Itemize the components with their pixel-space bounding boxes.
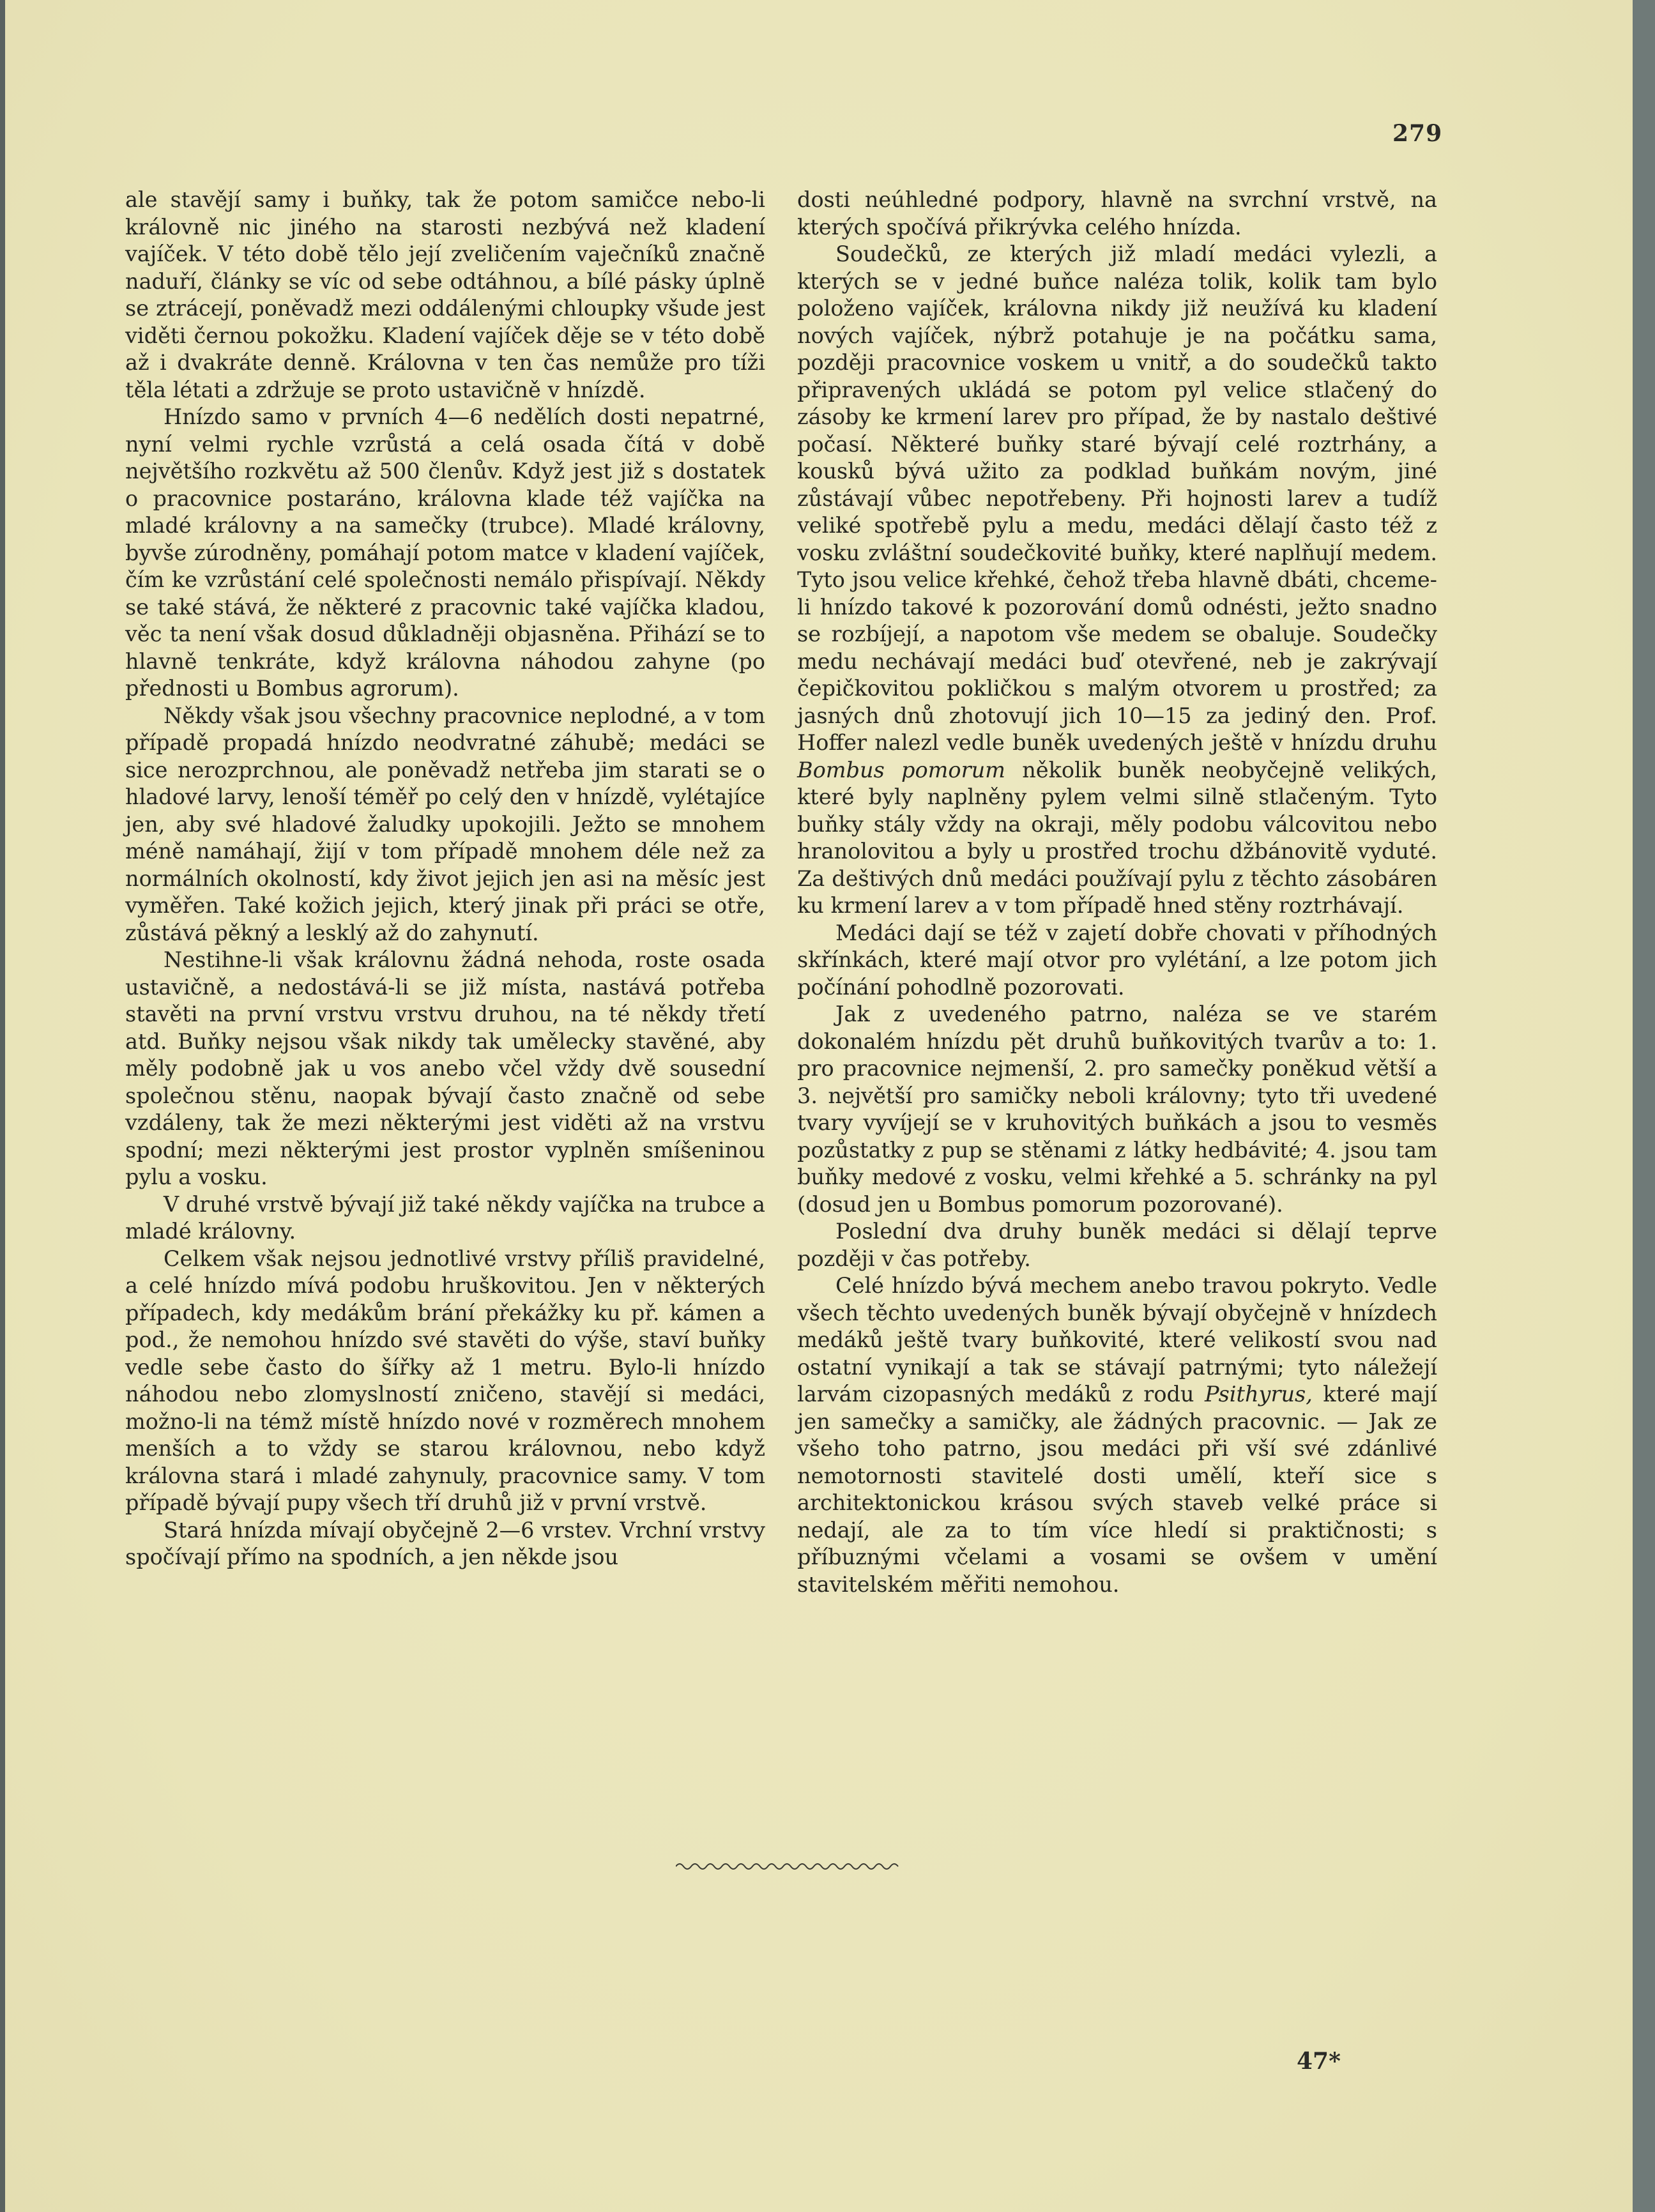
paragraph: Někdy však jsou všechny pracovnice neplodné, a v tom případě propadá hnízdo neodvratné záhubě; medáci se sice nerozprchnou, ale poněvadž netřeba jim starati se o hladové larvy, lenoší téměř po celý den v hnízdě, vylétajíce jen, aby své hladové žaludky upokojili. Ježto se mnohem méně namáhají, žijí v tom případě mnohem déle než za normálních okolností, kdy život jejich jen asi na měsíc jest vyměřen. Také kožich jejich, který jinak při práci se otře, zůstává pěkný a lesklý až do zahynutí. bbox=[125, 703, 765, 945]
paragraph: ale stavějí samy i buňky, tak že potom samičce nebo-li královně nic jiného na starosti nezbývá než kladení vajíček. V této době tělo její zveličením vaječníků značně naduří, články se víc od sebe odtáhnou, a bílé pásky úplně se ztrácejí, poněvadž mezi oddálenými chloupky všude jest viděti černou pokožku. Kladení vajíček děje se v této době až i dvakráte denně. Královna v ten čas nemůže pro tíži těla létati a zdržuje se proto ustavičně v hnízdě. bbox=[125, 187, 765, 402]
paragraph-text: které mají jen samečky a samičky, ale žádných pracovnic. — Jak ze všeho toho patrno, jsou medáci při vší své zdánlivé nemotornosti stavitelé dosti umělí, kteří sice s architektonickou krásou svých staveb velké práce si nedají, ale za to tím více hledí si praktičnosti; s příbuznými včelami a vosami se ovšem v umění stavitelském měřiti nemohou. bbox=[797, 1382, 1437, 1597]
paragraph-text: Soudečků, ze kterých již mladí medáci vylezli, a kterých se v jedné buňce naléza tolik, kolik tam bylo položeno vajíček, královna nikdy již neužívá ku kladení nových vajíček, nýbrž potahuje je na počátku sama, později pracovnice voskem u vnitř, a do soudečků takto připravených ukládá se potom pyl velice stlačený do zásoby ke krmení larev pro případ, že by nastalo deštivé počasí. Některé buňky staré bývají celé roztrhány, a kousků bývá užito za podklad buňkám novým, jiné zůstávají vůbec nepotřebeny. Při hojnosti larev a tudíž veliké spotřebě pylu a medu, medáci dělají často též z vosku zvláštní soudečkovité buňky, které naplňují medem. Tyto jsou velice křehké, čehož třeba hlavně dbáti, chceme-li hnízdo takové k pozorování domů odnésti, ježto snadno se rozbíjejí, a napotom vše medem se obaluje. Soudečky medu nechávají medáci buď otevřené, neb je zakrývají čepičkovitou pokličkou s malým otvorem u prostřed; za jasných dnů zhotovují jich 10—15 za jediný den. Prof. Hoffer nalezl vedle buněk uvedených ještě v hnízdu druhu bbox=[797, 241, 1437, 755]
right-column bbox=[797, 187, 1437, 1796]
paragraph: Jak z uvedeného patrno, naléza se ve starém dokonalém hnízdu pět druhů buňkovitých tvarův a to: 1. pro pracovnice nejmenší, 2. pro samečky poněkud větší a 3. největší pro samičky neboli královny; tyto tři uvedené tvary vyvíjejí se v kruhovitých buňkách a jsou to vesměs pozůstatky z pup se stěnami z látky hedbávité; 4. jsou tam buňky medové z vosku, velmi křehké a 5. schránky na pyl (dosud jen u Bombus pomorum pozorované). bbox=[797, 1002, 1437, 1217]
paragraph-text: několik buněk neobyčejně velikých, které byly naplněny pylem velmi silně stlačeným. Tyto buňky stály vždy na okraji, měly podobu válcovitou nebo hranolovitou a byly u prostřed trochu džbánovitě vyduté. Za deštivých dnů medáci používají pylu z těchto zásobáren ku krmení larev a v tom případě hned stěny roztrhávají. bbox=[797, 757, 1437, 918]
paragraph: Poslední dva druhy buněk medáci si dělají teprve později v čas potřeby. bbox=[797, 1219, 1437, 1271]
paragraph: dosti neúhledné podpory, hlavně na svrchní vrstvě, na kterých spočívá přikrývka celého hnízda. bbox=[797, 187, 1437, 240]
paragraph: Stará hnízda mívají obyčejně 2—6 vrstev. Vrchní vrstvy spočívají přímo na spodních, a jen někde jsou bbox=[125, 1517, 765, 1569]
paragraph: Medáci dají se též v zajetí dobře chovati v příhodných skřínkách, které mají otvor pro vylétání, a lze potom jich počínání pohodlně pozorovati. bbox=[797, 920, 1437, 1000]
paragraph: Celkem však nejsou jednotlivé vrstvy příliš pravidelné, a celé hnízdo mívá podobu hruškovitou. Jen v některých případech, kdy medákům brání překážky ku př. kámen a pod., že nemohou hnízdo své stavěti do výše, staví buňky vedle sebe často do šířky až 1 metru. Bylo-li hnízdo náhodou nebo zlomyslností zničeno, stavějí si medáci, možno-li na témž místě hnízdo nové v rozměrech mnohem menších a to vždy se starou královnou, nebo když královna stará i mladé zahynuly, pracovnice samy. V tom případě bývají pupy všech tří druhů již v první vrstvě. bbox=[125, 1246, 765, 1515]
paragraph bbox=[797, 1272, 1437, 1598]
paragraph-text: Celé hnízdo bývá mechem anebo travou pokryto. Vedle všech těchto uvedených buněk bývají obyčejně v hnízdech medáků ještě tvary buňkovité, které velikostí svou nad ostatní vynikají a tak se stávají patrnými; tyto náležejí larvám cizopasných medáků z rodu bbox=[797, 1273, 1437, 1407]
page-number: 279 bbox=[1392, 120, 1443, 147]
signature-mark: 47* bbox=[1297, 2048, 1341, 2075]
page-gutter-edge bbox=[0, 0, 5, 2212]
paragraph bbox=[797, 241, 1437, 920]
paragraph: V druhé vrstvě bývají již také někdy vajíčka na trubce a mladé královny. bbox=[125, 1191, 765, 1244]
left-column bbox=[125, 187, 765, 1796]
genus-name-italic: Psithyrus, bbox=[1204, 1382, 1313, 1407]
wavy-divider-ornament bbox=[676, 1857, 902, 1873]
species-name-italic: Bombus pomorum bbox=[797, 757, 1005, 782]
paragraph: Nestihne-li však královnu žádná nehoda, roste osada ustavičně, a nedostává-li se již místa, nastává potřeba stavěti na první vrstvu vrstvu druhou, na té někdy třetí atd. Buňky nejsou však nikdy tak umělecky stavěné, aby měly podobně jak u vos anebo včel vždy dvě sousední společnou stěnu, naopak bývají často značně od sebe vzdáleny, tak že mezi některými jest viděti až na vrstvu spodní; mezi některými jest prostor vyplněn smíšeninou pylu a vosku. bbox=[125, 947, 765, 1189]
paragraph: Hnízdo samo v prvních 4—6 nedělích dosti nepatrné, nyní velmi rychle vzrůstá a celá osada čítá v době největšího rozkvětu až 500 členův. Když jest již s dostatek o pracovnice postaráno, královna klade též vajíčka na mladé královny a na samečky (trubce). Mladé královny, byvše zúrodněny, pomáhají potom matce v kladení vajíček, čím ke vzrůstání celé společnosti nemálo přispívají. Někdy se také stává, že některé z pracovnic také vajíčka kladou, věc ta není však dosud důkladněji objasněna. Přihází se to hlavně tenkráte, když královna náhodou zahyne (po přednosti u Bombus agrorum). bbox=[125, 404, 765, 701]
